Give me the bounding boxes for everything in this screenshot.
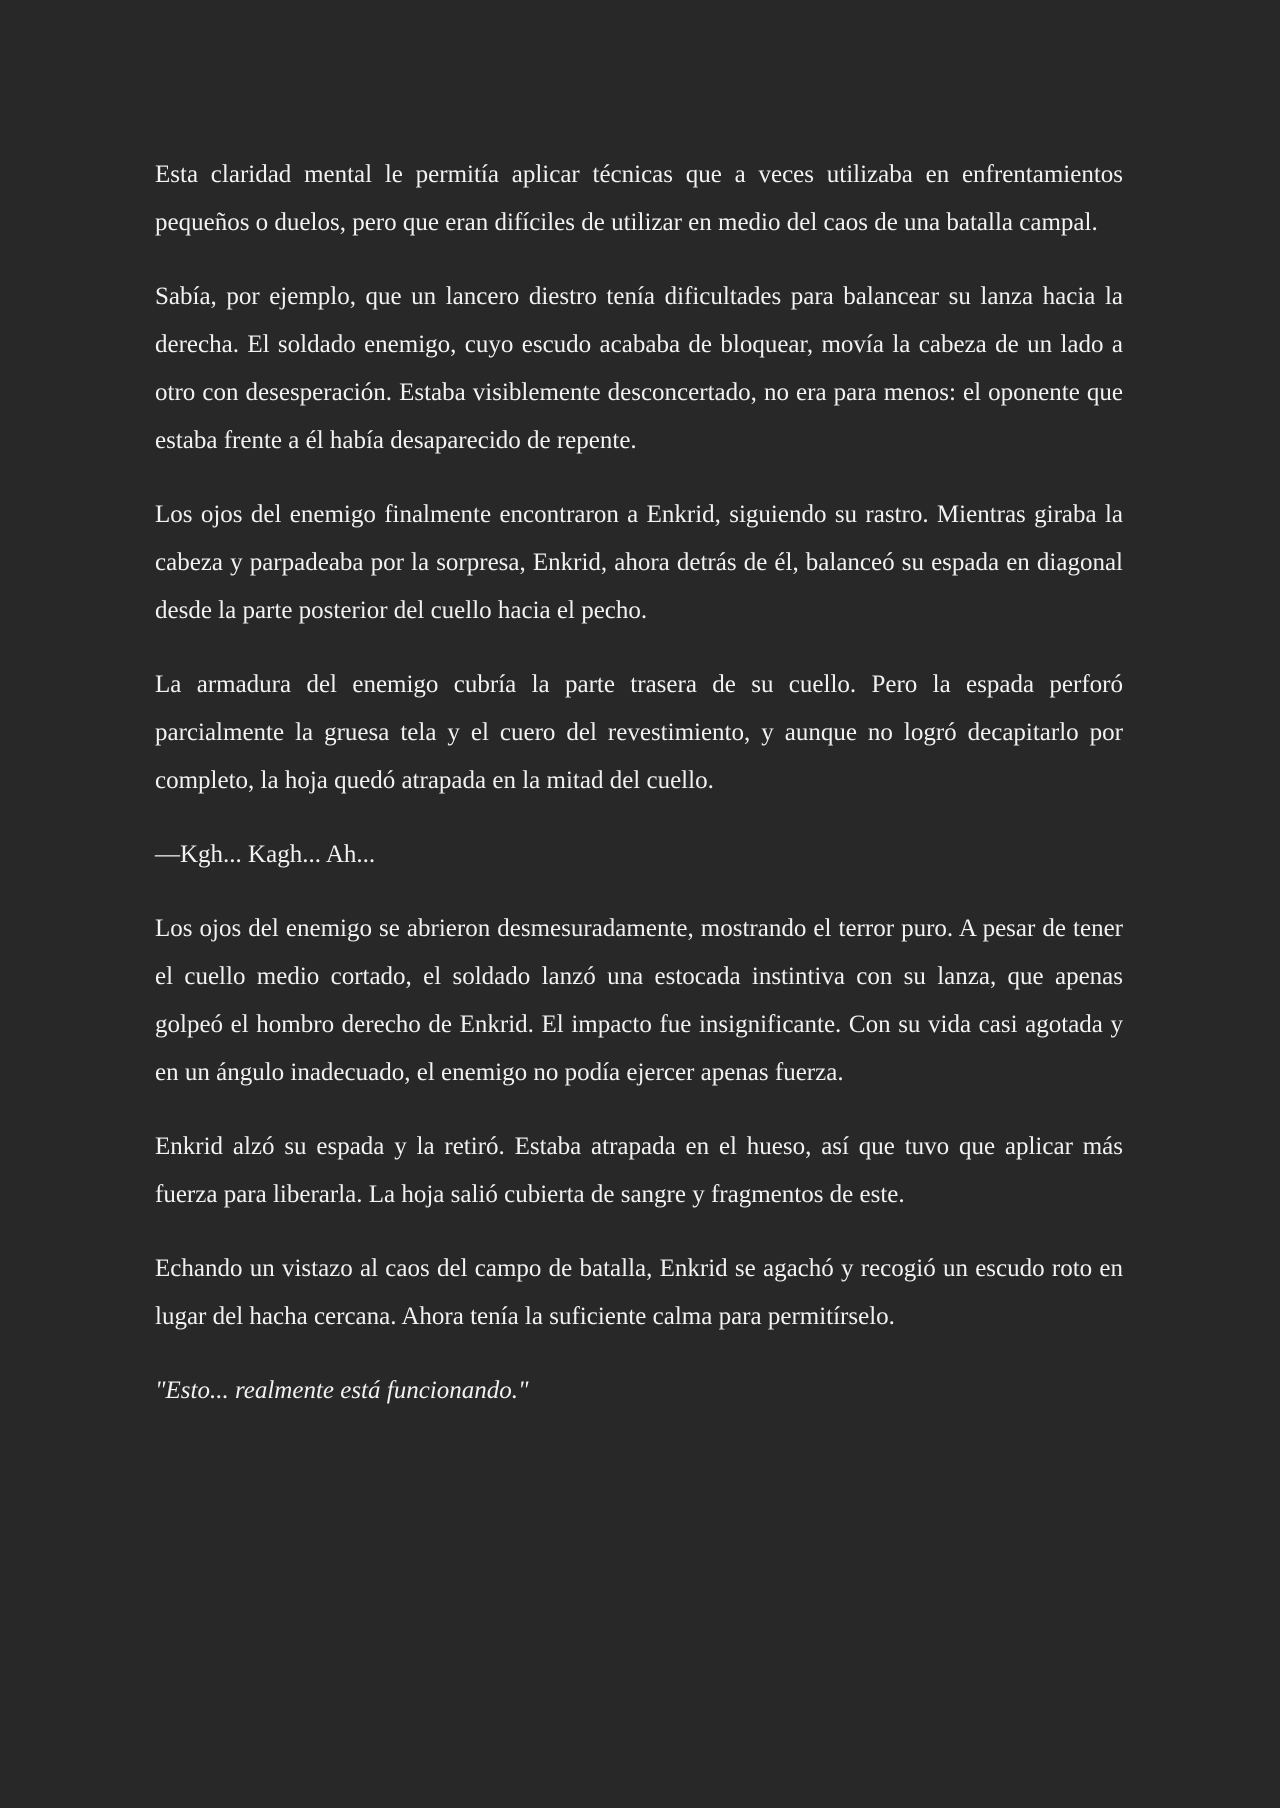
- paragraph-1: Esta claridad mental le permitía aplicar técnicas que a veces utilizaba en enfrentamientos pequeños o duelos, pero que eran difíciles de utilizar en medio del caos de una batalla campal.: [155, 161, 1123, 236]
- dialogue-line: —Kgh... Kagh... Ah...: [155, 841, 376, 868]
- paragraph-4: La armadura del enemigo cubría la parte trasera de su cuello. Pero la espada perforó parcialmente la gruesa tela y el cuero del revestimiento, y aunque no logró decapitarlo por completo, la hoja quedó atrapada en la mitad del cuello.: [155, 671, 1123, 794]
- inner-thought-line: "Esto... realmente está funcionando.": [155, 1377, 529, 1404]
- paragraph-2: Sabía, por ejemplo, que un lancero diestro tenía dificultades para balancear su lanza hacia la derecha. El soldado enemigo, cuyo escudo acababa de bloquear, movía la cabeza de un lado a otro con desesperación. Estaba visiblemente desconcertado, no era para menos: el oponente que estaba frente a él había desaparecido de repente.: [155, 283, 1123, 454]
- paragraph-6: Enkrid alzó su espada y la retiró. Estaba atrapada en el hueso, así que tuvo que aplicar más fuerza para liberarla. La hoja salió cubierta de sangre y fragmentos de este.: [155, 1133, 1123, 1208]
- paragraph-3: Los ojos del enemigo finalmente encontraron a Enkrid, siguiendo su rastro. Mientras giraba la cabeza y parpadeaba por la sorpresa, Enkrid, ahora detrás de él, balanceó su espada en diagonal desde la parte posterior del cuello hacia el pecho.: [155, 501, 1123, 624]
- paragraph-5: Los ojos del enemigo se abrieron desmesuradamente, mostrando el terror puro. A pesar de tener el cuello medio cortado, el soldado lanzó una estocada instintiva con su lanza, que apenas golpeó el hombro derecho de Enkrid. El impacto fue insignificante. Con su vida casi agotada y en un ángulo inadecuado, el enemigo no podía ejercer apenas fuerza.: [155, 915, 1123, 1086]
- paragraph-7: Echando un vistazo al caos del campo de batalla, Enkrid se agachó y recogió un escudo roto en lugar del hacha cercana. Ahora tenía la suficiente calma para permitírselo.: [155, 1255, 1123, 1330]
